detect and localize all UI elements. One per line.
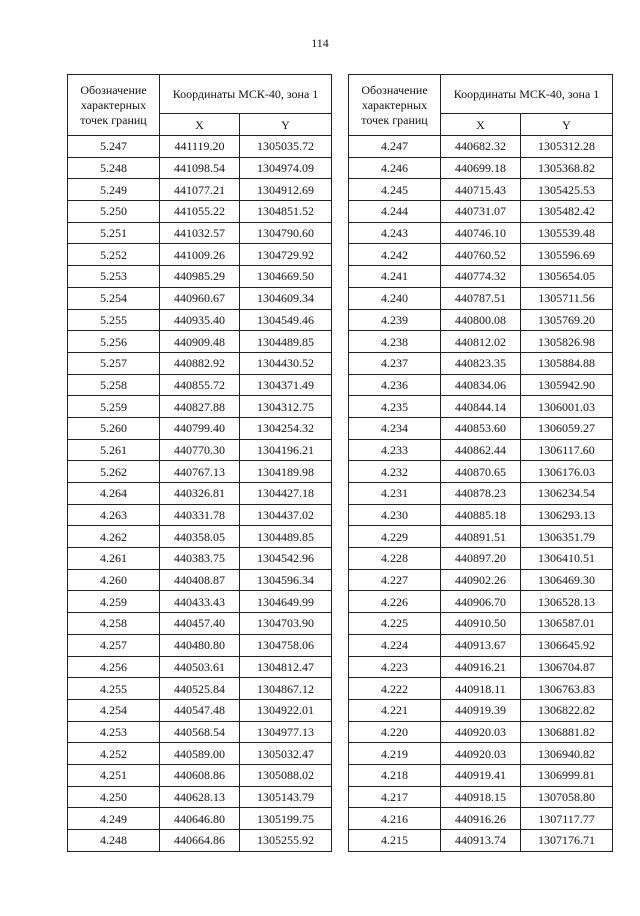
table-row xyxy=(349,743,613,765)
x-coordinate-cell: 440916.26 xyxy=(441,808,521,830)
x-coordinate-cell: 441009.26 xyxy=(160,244,240,266)
point-label-cell: 5.256 xyxy=(68,331,160,353)
table-row xyxy=(68,504,332,526)
table-row xyxy=(349,569,613,591)
y-coordinate-cell: 1305884.88 xyxy=(521,352,613,374)
y-coordinate-cell: 1304254.32 xyxy=(240,417,332,439)
table-row xyxy=(349,201,613,223)
y-coordinate-cell: 1305539.48 xyxy=(521,222,613,244)
point-label-cell: 4.220 xyxy=(349,721,441,743)
x-coordinate-cell: 440503.61 xyxy=(160,656,240,678)
table-row xyxy=(68,266,332,288)
table-row xyxy=(349,504,613,526)
y-coordinate-cell: 1306645.92 xyxy=(521,634,613,656)
table-row xyxy=(68,179,332,201)
point-label-cell: 4.252 xyxy=(68,743,160,765)
y-coordinate-cell: 1305942.90 xyxy=(521,374,613,396)
point-label-cell: 5.259 xyxy=(68,396,160,418)
x-coordinate-cell: 440715.43 xyxy=(441,179,521,201)
table-row xyxy=(349,374,613,396)
point-label-cell: 4.246 xyxy=(349,157,441,179)
x-coordinate-cell: 440646.80 xyxy=(160,808,240,830)
point-label-cell: 4.222 xyxy=(349,678,441,700)
x-coordinate-cell: 440457.40 xyxy=(160,613,240,635)
header-point-label: Обозначение характерных точек границ xyxy=(68,75,160,136)
x-coordinate-cell: 440589.00 xyxy=(160,743,240,765)
table-row xyxy=(349,764,613,786)
point-label-cell: 4.216 xyxy=(349,808,441,830)
y-coordinate-cell: 1307058.80 xyxy=(521,786,613,808)
x-coordinate-cell: 440731.07 xyxy=(441,201,521,223)
y-coordinate-cell: 1304703.90 xyxy=(240,613,332,635)
point-label-cell: 4.215 xyxy=(349,830,441,852)
y-coordinate-cell: 1304669.50 xyxy=(240,266,332,288)
y-coordinate-cell: 1305035.72 xyxy=(240,136,332,158)
table-row xyxy=(68,656,332,678)
y-coordinate-cell: 1304912.69 xyxy=(240,179,332,201)
table-row xyxy=(68,634,332,656)
y-coordinate-cell: 1306704.87 xyxy=(521,656,613,678)
coordinates-table-right xyxy=(348,74,613,852)
y-coordinate-cell: 1306469.30 xyxy=(521,569,613,591)
y-coordinate-cell: 1304196.21 xyxy=(240,439,332,461)
table-row xyxy=(349,331,613,353)
point-label-cell: 4.261 xyxy=(68,548,160,570)
point-label-cell: 4.225 xyxy=(349,613,441,635)
point-label-cell: 5.261 xyxy=(68,439,160,461)
y-coordinate-cell: 1305769.20 xyxy=(521,309,613,331)
y-coordinate-cell: 1304851.52 xyxy=(240,201,332,223)
y-coordinate-cell: 1306940.82 xyxy=(521,743,613,765)
table-row xyxy=(349,157,613,179)
table-row xyxy=(68,699,332,721)
header-y: Y xyxy=(521,114,613,136)
y-coordinate-cell: 1304867.12 xyxy=(240,678,332,700)
table-row xyxy=(349,808,613,830)
table-row xyxy=(349,439,613,461)
y-coordinate-cell: 1304437.02 xyxy=(240,504,332,526)
table-row xyxy=(349,417,613,439)
x-coordinate-cell: 440326.81 xyxy=(160,483,240,505)
table-row xyxy=(349,830,613,852)
x-coordinate-cell: 440383.75 xyxy=(160,548,240,570)
point-label-cell: 4.239 xyxy=(349,309,441,331)
point-label-cell: 4.230 xyxy=(349,504,441,526)
point-label-cell: 4.241 xyxy=(349,266,441,288)
table-row xyxy=(349,699,613,721)
table-row xyxy=(349,266,613,288)
y-coordinate-cell: 1306763.83 xyxy=(521,678,613,700)
point-label-cell: 4.245 xyxy=(349,179,441,201)
table-row xyxy=(68,374,332,396)
x-coordinate-cell: 440920.03 xyxy=(441,743,521,765)
header-coordinates-group: Координаты МСК-40, зона 1 xyxy=(160,75,332,114)
table-row xyxy=(68,417,332,439)
point-label-cell: 5.255 xyxy=(68,309,160,331)
y-coordinate-cell: 1304312.75 xyxy=(240,396,332,418)
point-label-cell: 5.262 xyxy=(68,461,160,483)
x-coordinate-cell: 440882.92 xyxy=(160,352,240,374)
point-label-cell: 4.219 xyxy=(349,743,441,765)
point-label-cell: 4.223 xyxy=(349,656,441,678)
table-row xyxy=(68,721,332,743)
table-row xyxy=(349,526,613,548)
header-x: X xyxy=(441,114,521,136)
header-point-label: Обозначение характерных точек границ xyxy=(349,75,441,136)
point-label-cell: 5.257 xyxy=(68,352,160,374)
y-coordinate-cell: 1306822.82 xyxy=(521,699,613,721)
x-coordinate-cell: 440918.15 xyxy=(441,786,521,808)
point-label-cell: 5.249 xyxy=(68,179,160,201)
point-label-cell: 4.264 xyxy=(68,483,160,505)
table-row xyxy=(68,526,332,548)
y-coordinate-cell: 1305199.75 xyxy=(240,808,332,830)
y-coordinate-cell: 1304977.13 xyxy=(240,721,332,743)
point-label-cell: 5.251 xyxy=(68,222,160,244)
point-label-cell: 4.235 xyxy=(349,396,441,418)
x-coordinate-cell: 441077.21 xyxy=(160,179,240,201)
x-coordinate-cell: 440855.72 xyxy=(160,374,240,396)
y-coordinate-cell: 1305368.82 xyxy=(521,157,613,179)
table-row xyxy=(349,721,613,743)
point-label-cell: 4.231 xyxy=(349,483,441,505)
x-coordinate-cell: 440902.26 xyxy=(441,569,521,591)
y-coordinate-cell: 1304489.85 xyxy=(240,526,332,548)
point-label-cell: 4.257 xyxy=(68,634,160,656)
y-coordinate-cell: 1305032.47 xyxy=(240,743,332,765)
x-coordinate-cell: 440885.18 xyxy=(441,504,521,526)
table-row xyxy=(68,331,332,353)
table-row xyxy=(349,786,613,808)
table-row xyxy=(68,808,332,830)
x-coordinate-cell: 440331.78 xyxy=(160,504,240,526)
table-row xyxy=(349,352,613,374)
table-row xyxy=(68,287,332,309)
table-row xyxy=(68,548,332,570)
point-label-cell: 4.249 xyxy=(68,808,160,830)
y-coordinate-cell: 1305312.28 xyxy=(521,136,613,158)
point-label-cell: 4.262 xyxy=(68,526,160,548)
x-coordinate-cell: 440862.44 xyxy=(441,439,521,461)
point-label-cell: 4.243 xyxy=(349,222,441,244)
y-coordinate-cell: 1305425.53 xyxy=(521,179,613,201)
x-coordinate-cell: 440918.11 xyxy=(441,678,521,700)
table-row xyxy=(68,244,332,266)
table-row xyxy=(68,591,332,613)
x-coordinate-cell: 440916.21 xyxy=(441,656,521,678)
table-row xyxy=(349,591,613,613)
y-coordinate-cell: 1305654.05 xyxy=(521,266,613,288)
y-coordinate-cell: 1304758.06 xyxy=(240,634,332,656)
y-coordinate-cell: 1306410.51 xyxy=(521,548,613,570)
x-coordinate-cell: 440799.40 xyxy=(160,417,240,439)
point-label-cell: 4.234 xyxy=(349,417,441,439)
table-row xyxy=(68,743,332,765)
y-coordinate-cell: 1304649.99 xyxy=(240,591,332,613)
table-row xyxy=(349,483,613,505)
y-coordinate-cell: 1305826.98 xyxy=(521,331,613,353)
x-coordinate-cell: 440480.80 xyxy=(160,634,240,656)
y-coordinate-cell: 1306999.81 xyxy=(521,764,613,786)
x-coordinate-cell: 440919.39 xyxy=(441,699,521,721)
x-coordinate-cell: 440812.02 xyxy=(441,331,521,353)
table-row xyxy=(349,461,613,483)
x-coordinate-cell: 440774.32 xyxy=(441,266,521,288)
x-coordinate-cell: 440878.23 xyxy=(441,483,521,505)
table-row xyxy=(349,396,613,418)
table-row xyxy=(68,461,332,483)
table-row xyxy=(68,483,332,505)
table-row xyxy=(68,201,332,223)
x-coordinate-cell: 441119.20 xyxy=(160,136,240,158)
table-row xyxy=(349,244,613,266)
x-coordinate-cell: 440834.06 xyxy=(441,374,521,396)
table-row xyxy=(68,678,332,700)
header-coordinates-group: Координаты МСК-40, зона 1 xyxy=(441,75,613,114)
table-row xyxy=(349,634,613,656)
point-label-cell: 5.250 xyxy=(68,201,160,223)
y-coordinate-cell: 1304489.85 xyxy=(240,331,332,353)
point-label-cell: 4.228 xyxy=(349,548,441,570)
x-coordinate-cell: 440699.18 xyxy=(441,157,521,179)
table-row xyxy=(349,656,613,678)
x-coordinate-cell: 440664.86 xyxy=(160,830,240,852)
y-coordinate-cell: 1306176.03 xyxy=(521,461,613,483)
point-label-cell: 4.240 xyxy=(349,287,441,309)
point-label-cell: 4.226 xyxy=(349,591,441,613)
point-label-cell: 4.244 xyxy=(349,201,441,223)
header-y: Y xyxy=(240,114,332,136)
x-coordinate-cell: 440891.51 xyxy=(441,526,521,548)
y-coordinate-cell: 1305711.56 xyxy=(521,287,613,309)
point-label-cell: 4.242 xyxy=(349,244,441,266)
y-coordinate-cell: 1306117.60 xyxy=(521,439,613,461)
y-coordinate-cell: 1304427.18 xyxy=(240,483,332,505)
y-coordinate-cell: 1306234.54 xyxy=(521,483,613,505)
point-label-cell: 4.236 xyxy=(349,374,441,396)
table-row xyxy=(349,678,613,700)
x-coordinate-cell: 440568.54 xyxy=(160,721,240,743)
x-coordinate-cell: 441055.22 xyxy=(160,201,240,223)
x-coordinate-cell: 440985.29 xyxy=(160,266,240,288)
table-row xyxy=(68,309,332,331)
y-coordinate-cell: 1305596.69 xyxy=(521,244,613,266)
table-row xyxy=(68,830,332,852)
table-row xyxy=(68,352,332,374)
x-coordinate-cell: 440870.65 xyxy=(441,461,521,483)
table-row xyxy=(68,222,332,244)
table-row xyxy=(349,179,613,201)
point-label-cell: 5.248 xyxy=(68,157,160,179)
table-row xyxy=(349,309,613,331)
point-label-cell: 4.237 xyxy=(349,352,441,374)
y-coordinate-cell: 1305255.92 xyxy=(240,830,332,852)
point-label-cell: 5.252 xyxy=(68,244,160,266)
x-coordinate-cell: 440844.14 xyxy=(441,396,521,418)
x-coordinate-cell: 440913.74 xyxy=(441,830,521,852)
table-row xyxy=(349,136,613,158)
point-label-cell: 4.254 xyxy=(68,699,160,721)
point-label-cell: 4.233 xyxy=(349,439,441,461)
x-coordinate-cell: 440800.08 xyxy=(441,309,521,331)
x-coordinate-cell: 440920.03 xyxy=(441,721,521,743)
y-coordinate-cell: 1304974.09 xyxy=(240,157,332,179)
x-coordinate-cell: 440853.60 xyxy=(441,417,521,439)
point-label-cell: 4.260 xyxy=(68,569,160,591)
table-row xyxy=(68,157,332,179)
table-row xyxy=(68,569,332,591)
y-coordinate-cell: 1304609.34 xyxy=(240,287,332,309)
point-label-cell: 4.247 xyxy=(349,136,441,158)
y-coordinate-cell: 1305088.02 xyxy=(240,764,332,786)
y-coordinate-cell: 1304812.47 xyxy=(240,656,332,678)
y-coordinate-cell: 1304371.49 xyxy=(240,374,332,396)
y-coordinate-cell: 1304790.60 xyxy=(240,222,332,244)
table-row xyxy=(349,287,613,309)
x-coordinate-cell: 440682.32 xyxy=(441,136,521,158)
point-label-cell: 4.229 xyxy=(349,526,441,548)
x-coordinate-cell: 440358.05 xyxy=(160,526,240,548)
y-coordinate-cell: 1304430.52 xyxy=(240,352,332,374)
x-coordinate-cell: 440770.30 xyxy=(160,439,240,461)
point-label-cell: 5.254 xyxy=(68,287,160,309)
x-coordinate-cell: 440906.70 xyxy=(441,591,521,613)
x-coordinate-cell: 441098.54 xyxy=(160,157,240,179)
y-coordinate-cell: 1305143.79 xyxy=(240,786,332,808)
y-coordinate-cell: 1306059.27 xyxy=(521,417,613,439)
x-coordinate-cell: 440913.67 xyxy=(441,634,521,656)
point-label-cell: 4.258 xyxy=(68,613,160,635)
x-coordinate-cell: 440525.84 xyxy=(160,678,240,700)
point-label-cell: 4.259 xyxy=(68,591,160,613)
x-coordinate-cell: 440547.48 xyxy=(160,699,240,721)
y-coordinate-cell: 1304542.96 xyxy=(240,548,332,570)
point-label-cell: 4.221 xyxy=(349,699,441,721)
table-row xyxy=(349,613,613,635)
y-coordinate-cell: 1306351.79 xyxy=(521,526,613,548)
x-coordinate-cell: 440760.52 xyxy=(441,244,521,266)
table-row xyxy=(68,613,332,635)
x-coordinate-cell: 440823.35 xyxy=(441,352,521,374)
y-coordinate-cell: 1306881.82 xyxy=(521,721,613,743)
table-row xyxy=(68,786,332,808)
point-label-cell: 4.218 xyxy=(349,764,441,786)
y-coordinate-cell: 1304596.34 xyxy=(240,569,332,591)
x-coordinate-cell: 440787.51 xyxy=(441,287,521,309)
y-coordinate-cell: 1306587.01 xyxy=(521,613,613,635)
point-label-cell: 4.232 xyxy=(349,461,441,483)
x-coordinate-cell: 441032.57 xyxy=(160,222,240,244)
y-coordinate-cell: 1306293.13 xyxy=(521,504,613,526)
point-label-cell: 4.250 xyxy=(68,786,160,808)
x-coordinate-cell: 440767.13 xyxy=(160,461,240,483)
point-label-cell: 4.227 xyxy=(349,569,441,591)
x-coordinate-cell: 440960.67 xyxy=(160,287,240,309)
table-row xyxy=(349,548,613,570)
page-number: 114 xyxy=(311,36,329,50)
table-body-right xyxy=(349,136,613,852)
coordinates-table-left xyxy=(67,74,332,852)
x-coordinate-cell: 440909.48 xyxy=(160,331,240,353)
point-label-cell: 4.251 xyxy=(68,764,160,786)
x-coordinate-cell: 440746.10 xyxy=(441,222,521,244)
y-coordinate-cell: 1305482.42 xyxy=(521,201,613,223)
point-label-cell: 5.253 xyxy=(68,266,160,288)
x-coordinate-cell: 440608.86 xyxy=(160,764,240,786)
x-coordinate-cell: 440408.87 xyxy=(160,569,240,591)
point-label-cell: 5.247 xyxy=(68,136,160,158)
x-coordinate-cell: 440910.50 xyxy=(441,613,521,635)
point-label-cell: 4.217 xyxy=(349,786,441,808)
point-label-cell: 4.255 xyxy=(68,678,160,700)
y-coordinate-cell: 1304549.46 xyxy=(240,309,332,331)
x-coordinate-cell: 440433.43 xyxy=(160,591,240,613)
table-row xyxy=(68,396,332,418)
x-coordinate-cell: 440827.88 xyxy=(160,396,240,418)
y-coordinate-cell: 1304729.92 xyxy=(240,244,332,266)
y-coordinate-cell: 1304189.98 xyxy=(240,461,332,483)
x-coordinate-cell: 440935.40 xyxy=(160,309,240,331)
table-row xyxy=(68,764,332,786)
point-label-cell: 5.260 xyxy=(68,417,160,439)
point-label-cell: 4.248 xyxy=(68,830,160,852)
y-coordinate-cell: 1307117.77 xyxy=(521,808,613,830)
y-coordinate-cell: 1307176.71 xyxy=(521,830,613,852)
header-x: X xyxy=(160,114,240,136)
point-label-cell: 4.253 xyxy=(68,721,160,743)
point-label-cell: 5.258 xyxy=(68,374,160,396)
point-label-cell: 4.256 xyxy=(68,656,160,678)
table-row xyxy=(68,439,332,461)
point-label-cell: 4.263 xyxy=(68,504,160,526)
table-body-left xyxy=(68,136,332,852)
x-coordinate-cell: 440628.13 xyxy=(160,786,240,808)
y-coordinate-cell: 1306528.13 xyxy=(521,591,613,613)
x-coordinate-cell: 440919.41 xyxy=(441,764,521,786)
table-row xyxy=(349,222,613,244)
point-label-cell: 4.238 xyxy=(349,331,441,353)
x-coordinate-cell: 440897.20 xyxy=(441,548,521,570)
table-row xyxy=(68,136,332,158)
y-coordinate-cell: 1304922.01 xyxy=(240,699,332,721)
point-label-cell: 4.224 xyxy=(349,634,441,656)
y-coordinate-cell: 1306001.03 xyxy=(521,396,613,418)
